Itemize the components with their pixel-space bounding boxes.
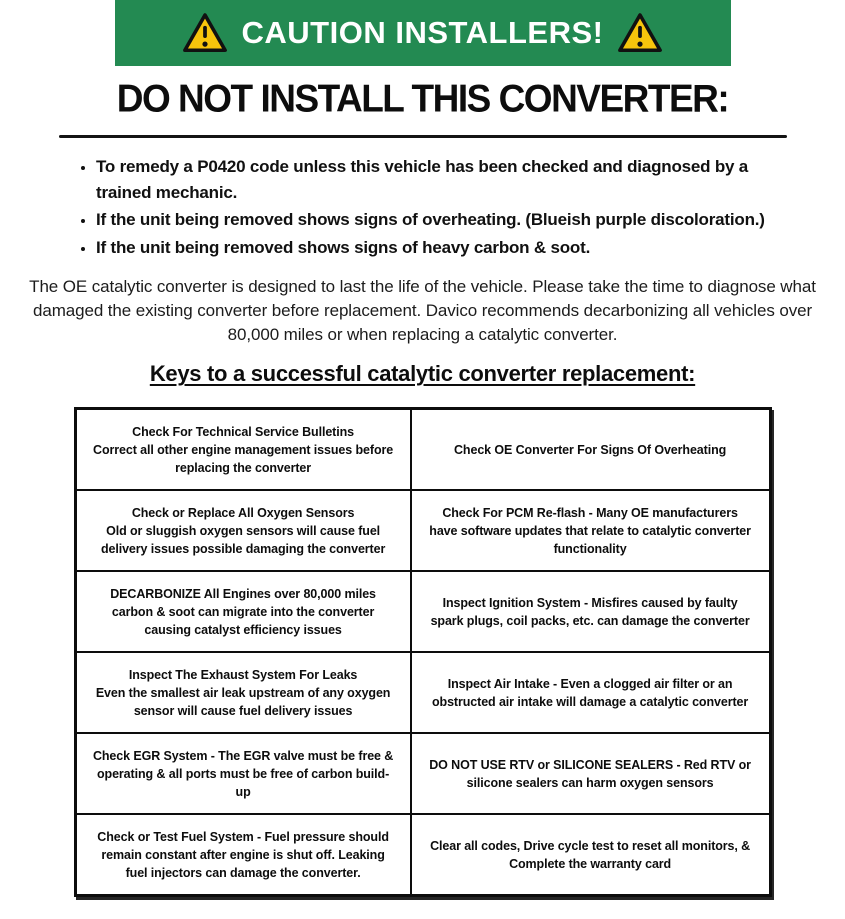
warning-triangle-icon: [182, 12, 228, 54]
table-row: [75, 733, 770, 814]
main-heading: DO NOT INSTALL THIS CONVERTER:: [116, 76, 729, 120]
table-row: [75, 490, 770, 571]
table-cell: Check EGR System - The EGR valve must be free & operating & all ports must be free of carbon build-up: [75, 733, 411, 814]
table-cell: Check For PCM Re-flash - Many OE manufacturers have software updates that relate to catalytic converter functionality: [411, 490, 770, 571]
table-cell: Inspect Ignition System - Misfires caused by faulty spark plugs, coil packs, etc. can damage the converter: [411, 571, 770, 652]
warning-item: • If the unit being removed shows signs of heavy carbon & soot.: [96, 235, 786, 261]
divider-line: [59, 135, 787, 138]
intro-paragraph: The OE catalytic converter is designed to last the life of the vehicle. Please take the time to diagnose what damaged the existing converter before replacement. Davico recommends decarbonizing all vehicles over 80,000 miles or when replacing a catalytic converter.: [29, 277, 816, 345]
warning-triangle-icon: [617, 12, 663, 54]
table-cell: Check or Replace All Oxygen Sensors Old or sluggish oxygen sensors will cause fuel delivery issues possible damaging the converter: [75, 490, 411, 571]
warning-list: [78, 154, 786, 260]
table-cell: DECARBONIZE All Engines over 80,000 miles carbon & soot can migrate into the converter causing catalyst efficiency issues: [75, 571, 411, 652]
table-row: [75, 652, 770, 733]
table-row: [75, 409, 770, 491]
table-cell: Check For Technical Service Bulletins Correct all other engine management issues before replacing the converter: [75, 409, 411, 491]
checklist-table: [74, 407, 772, 897]
caution-banner: [115, 0, 731, 66]
keys-heading: Keys to a successful catalytic converter replacement:: [149, 361, 696, 387]
warning-item: • To remedy a P0420 code unless this vehicle has been checked and diagnosed by a trained mechanic.: [96, 154, 786, 205]
table-cell: DO NOT USE RTV or SILICONE SEALERS - Red RTV or silicone sealers can harm oxygen sensors: [411, 733, 770, 814]
table-row: [75, 814, 770, 896]
table-cell: Clear all codes, Drive cycle test to reset all monitors, & Complete the warranty card: [411, 814, 770, 896]
table-row: [75, 571, 770, 652]
warning-item: • If the unit being removed shows signs of overheating. (Blueish purple discoloration.): [96, 207, 786, 233]
table-cell: Inspect Air Intake - Even a clogged air filter or an obstructed air intake will damage a catalytic converter: [411, 652, 770, 733]
table-cell: Inspect The Exhaust System For Leaks Even the smallest air leak upstream of any oxygen sensor will cause fuel delivery issues: [75, 652, 411, 733]
banner-title: CAUTION INSTALLERS!: [241, 15, 604, 50]
table-cell: Check OE Converter For Signs Of Overheating: [411, 409, 770, 491]
table-cell: Check or Test Fuel System - Fuel pressure should remain constant after engine is shut off. Leaking fuel injectors can damage the converter.: [75, 814, 411, 896]
